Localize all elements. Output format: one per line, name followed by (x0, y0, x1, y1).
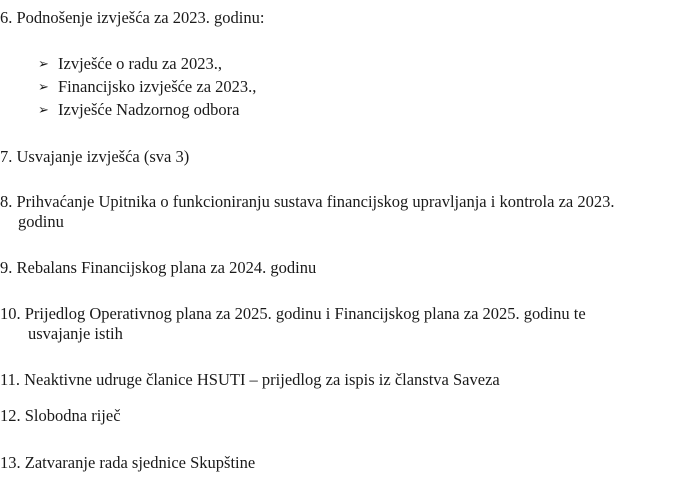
item-text: Podnošenje izvješća za 2023. godinu: (16, 8, 265, 27)
subitem-text: Izvješće Nadzornog odbora (58, 100, 240, 119)
item-text: Zatvaranje rada sjednice Skupštine (24, 453, 256, 472)
subitem-text: Financijsko izvješće za 2023., (58, 77, 257, 96)
item-number: 7. (0, 147, 13, 166)
subitem-1 (38, 53, 222, 75)
item-text: Rebalans Financijskog plana za 2024. godinu (16, 258, 317, 277)
item-text: Prihvaćanje Upitnika o funkcioniranju sustava financijskog upravljanja i kontrola za 2023. (16, 192, 615, 211)
item-number: 6. (0, 8, 13, 27)
item-text: Neaktivne udruge članice HSUTI – prijedlog za ispis iz članstva Saveza (24, 370, 500, 389)
item-text: Slobodna riječ (24, 406, 121, 425)
agenda-item-11 (0, 369, 500, 390)
agenda-item-12 (0, 405, 121, 426)
agenda-item-8-continuation: godinu (18, 212, 64, 231)
subitem-2 (38, 76, 256, 98)
item-number: 13. (0, 453, 21, 472)
agenda-item-6 (0, 7, 264, 28)
agenda-item-13 (0, 452, 255, 473)
item-number: 9. (0, 258, 13, 277)
item-number: 11. (0, 370, 21, 389)
agenda-item-9 (0, 257, 316, 278)
arrow-bullet-icon: ➢ (38, 80, 49, 95)
subitem-text: Izvješće o radu za 2023., (58, 54, 223, 73)
subitem-3 (38, 99, 239, 121)
item-text: Prijedlog Operativnog plana za 2025. godinu i Financijskog plana za 2025. godinu te (24, 304, 586, 323)
item-number: 10. (0, 304, 21, 323)
item-number: 12. (0, 406, 21, 425)
agenda-item-8 (0, 191, 614, 212)
agenda-item-10-continuation: usvajanje istih (28, 324, 123, 343)
arrow-bullet-icon: ➢ (38, 103, 49, 118)
item-number: 8. (0, 192, 13, 211)
agenda-item-7 (0, 146, 189, 167)
item-text: Usvajanje izvješća (sva 3) (16, 147, 190, 166)
arrow-bullet-icon: ➢ (38, 57, 49, 72)
agenda-item-10 (0, 303, 586, 324)
